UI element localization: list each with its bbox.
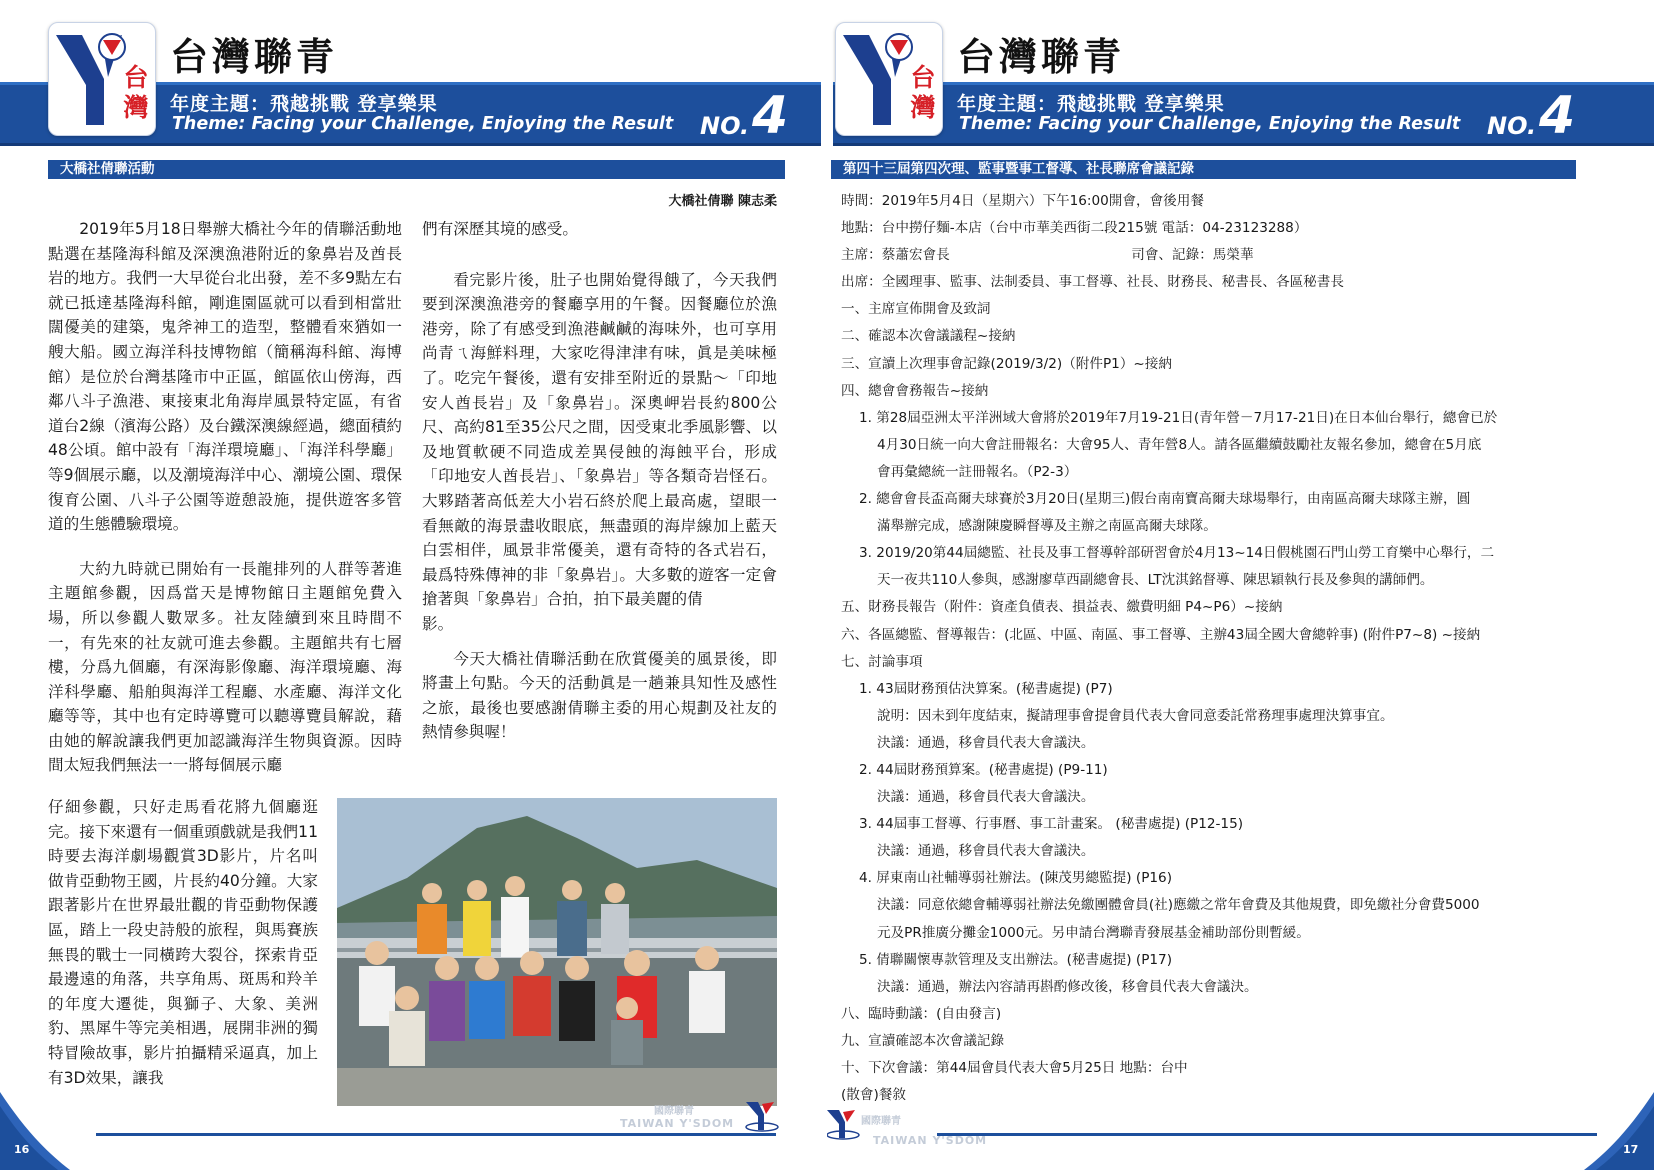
issue-no-label: NO. <box>700 112 750 140</box>
minutes-line: 地點：台中撈仔麵-本店（台中市華美西街二段215號 電話：04-23123288） <box>841 220 1308 237</box>
footer-org-cn: 國際聯青 <box>654 1106 694 1117</box>
theme-english: Theme: Facing your Challenge, Enjoying the Result <box>172 114 674 134</box>
header-top <box>827 0 1654 82</box>
paragraph: 大約九時就已開始有一長龍排列的人群等著進主題館參觀，因爲當天是博物館日主題館免費入場，所以參觀人數眾多。社友陸續到來且時間不一，有先來的社友就可進去參觀。主題館共有七層樓，分爲九個廳，有深海影像廳、海洋環境廳、海洋科學廳、船舶與海洋工程廳、水產廳、海洋文化廳等等，其中也有定時導覽可以聽導覽員解說，藉由她的解說讓我們更加認識海洋生物與資源。因時間太短我們無法一一將每個展示廳 <box>48 559 402 775</box>
group-photo-image <box>337 798 777 1106</box>
logo-mark: 台灣 <box>910 63 936 122</box>
page-curl-icon <box>0 1092 70 1170</box>
issue-no-value: 4 <box>752 86 789 146</box>
minutes-line: 3. 44屆事工督導、行事曆、事工計畫案。 (秘書處提) (P12-15) <box>859 816 1244 833</box>
logo <box>835 22 943 136</box>
byline: 大橋社倩聯 陳志柔 <box>668 194 777 209</box>
theme-chinese: 年度主題：飛越挑戰 登享樂果 <box>170 93 438 115</box>
minutes-line: 時間：2019年5月4日（星期六）下午16:00開會，會後用餐 <box>841 193 1204 209</box>
footer-logo-icon <box>744 1100 780 1132</box>
minutes-line: 出席：全國理事、監事、法制委員、事工督導、社長、財務長、秘書長、各區秘書長 <box>841 274 1344 291</box>
right-page <box>827 0 1654 1170</box>
minutes-line: 1. 第28屆亞洲太平洋洲域大會將於2019年7月19-21日(青年營－7月17-21日)在日本仙台舉行，總會已於 <box>859 409 1498 426</box>
minutes-line: 1. 43屆財務預估決算案。(秘書處提) (P7) <box>859 680 1113 697</box>
minutes-line: 決議：通過，移會員代表大會議決。 <box>877 843 1095 860</box>
minutes-line: 決議：通過，移會員代表大會議決。 <box>877 734 1095 751</box>
minutes-line: 天一夜共110人參與，感謝廖草西副總會長、LT沈淇銘督導、陳思穎執行長及參與的講師們。 <box>877 572 1434 589</box>
minutes-line: 四、總會會務報告~接納 <box>841 382 989 399</box>
meeting-minutes <box>841 188 1581 1109</box>
paragraph: 2019年5月18日舉辦大橋社今年的倩聯活動地點選在基隆海科館及深澳漁港附近的象鼻岩及酋長岩的地方。我們一大早從台北出發，差不多9點左右就已抵達基隆海科館，剛進園區就可以看到相當壯闊優美的建築，鬼斧神工的造型，整體看來猶如一艘大船。國立海洋科技博物館（簡稱海科館、海博館）是位於台灣基隆市中正區，館區依山傍海，西鄰八斗子漁港、東接東北角海岸風景特定區，有省道台2線（濱海公路）及台鐵深澳線經過，總面積約48公頃。館中設有「海洋環境廳」、「海洋科學廳」等9個展示廳，以及潮境海洋中心、潮境公園、環保復育公園、八斗子公園等遊憩設施，提供遊客多管道的生態體驗環境。 <box>48 220 402 534</box>
minutes-line: 五、財務長報告（附件：資產負債表、損益表、繳費明細 P4~P6）~接納 <box>841 599 1283 616</box>
footer-org-en: TAIWAN Y'SDOM <box>873 1134 988 1147</box>
paragraph: 看完影片後，肚子也開始覺得餓了，今天我們要到深澳漁港旁的餐廳享用的午餐。因餐廳位於漁港旁，除了有感受到漁港鹹鹹的海味外，也可享用尚青ㄟ海鮮料理，大家吃得津津有味，眞是美味極了。吃完午餐後，還有安排至附近的景點～「印地安人酋長岩」及「象鼻岩」。深奧岬岩長約800公尺、高約81至35公尺之間，因受東北季風影響、以及地質軟硬不同造成差異侵蝕的海蝕平台，形成「印地安人酋長岩」、「象鼻岩」等各類奇岩怪石。大夥踏著高低差大小岩石終於爬上最高處，望眼一看無敵的海景盡收眼底，無盡頭的海岸線加上藍天白雲相伴，風景非常優美，還有奇特的各式岩石，最爲特殊傳神的非「象鼻岩」。大多數的遊客一定會搶著與「象鼻岩」合拍，拍下最美麗的倩 <box>422 270 777 609</box>
issue-no-label: NO. <box>1487 112 1537 140</box>
minutes-line: 九、宣讀確認本次會議記錄 <box>841 1032 1005 1049</box>
minutes-line: 4. 屏東南山社輔導弱社辦法。(陳茂男總監提) (P16) <box>859 870 1173 887</box>
brand-title: 台灣聯青 <box>170 34 339 79</box>
minutes-line: 說明：因未到年度結束，擬請理事會提會員代表大會同意委託常務理事處理決算事宜。 <box>877 707 1394 724</box>
minutes-line: 2. 總會會長盃高爾夫球賽於3月20日(星期三)假台南南寶高爾夫球場舉行，由南區高爾夫球隊主辦，圓 <box>859 491 1471 508</box>
minutes-line: 會再彙總統一註冊報名。（P2-3） <box>877 463 1078 480</box>
minutes-line: 2. 44屆財務預算案。(秘書處提) (P9-11) <box>859 761 1108 778</box>
page-number: 16 <box>14 1143 30 1156</box>
footer-line <box>937 1133 1597 1136</box>
minutes-line: 八、臨時動議：(自由發言) <box>841 1005 1002 1022</box>
minutes-line: 二、確認本次會議議程~接納 <box>841 328 1016 345</box>
logo-mark: 台灣 <box>123 63 149 122</box>
page-curl-icon <box>1584 1092 1654 1170</box>
footer-org-cn: 國際聯青 <box>861 1116 901 1127</box>
page-number: 17 <box>1623 1143 1639 1156</box>
minutes-line: 4月30日統一向大會註冊報名：大會95人、青年營8人。請各區繼續鼓勵社友報名參加，總會在5月底 <box>877 436 1482 453</box>
group-photo <box>337 798 777 1106</box>
brand-title: 台灣聯青 <box>957 34 1126 79</box>
footer-org-en: TAIWAN Y'SDOM <box>620 1117 735 1130</box>
section-title: 大橋社倩聯活動 <box>48 160 785 179</box>
footer-logo-icon <box>827 1108 861 1140</box>
minutes-line: 十、下次會議：第44屆會員代表大會5月25日 地點：台中 <box>841 1060 1188 1076</box>
theme-chinese: 年度主題：飛越挑戰 登享樂果 <box>957 93 1225 115</box>
paragraph: 影。 <box>422 614 454 633</box>
minutes-line: 六、各區總監、督導報告：(北區、中區、南區、事工督導、主辦43屆全國大會總幹事) (附件P7~8) ~接納 <box>841 626 1481 643</box>
minutes-line: 七、討論事項 <box>841 653 923 670</box>
footer-line <box>96 1133 776 1136</box>
minutes-line: 三、宣讀上次理事會記錄(2019/3/2)（附件P1）~接納 <box>841 355 1172 372</box>
paragraph: 今天大橋社倩聯活動在欣賞優美的風景後，即將畫上句點。今天的活動眞是一趟兼具知性及感性之旅，最後也要感謝倩聯主委的用心規劃及社友的熱情參與喔！ <box>422 649 777 742</box>
minutes-line: (散會)餐敘 <box>841 1087 906 1104</box>
minutes-line: 滿舉辦完成，感謝陳慶瞬督導及主辦之南區高爾夫球隊。 <box>877 518 1217 535</box>
minutes-line: 一、主席宣佈開會及致詞 <box>841 301 991 318</box>
minutes-line: 決議：同意依總會輔導弱社辦法免繳團體會員(社)應繳之常年會費及其他規費，即免繳社分會費5000 <box>877 897 1480 914</box>
article-column-1 <box>48 217 402 778</box>
theme-english: Theme: Facing your Challenge, Enjoying the Result <box>959 114 1461 134</box>
paragraph: 仔細參觀，只好走馬看花將九個廳逛完。接下來還有一個重頭戲就是我們11時要去海洋劇場觀賞3D影片，片名叫做肯亞動物王國，片長約40分鐘。大家跟著影片在世界最壯觀的肯亞動物保護區，踏上一段史詩般的旅程，與馬賽族無畏的戰士一同橫跨大裂谷，探索肯亞最邊遠的角落，共享角馬、斑馬和羚羊的年度大遷徙，與獅子、大象、美洲豹、黑犀牛等完美相遇，展開非洲的獨特冒險故事，影片拍攝精采逼真，加上有3D效果，讓我 <box>48 798 318 1087</box>
article-column-2 <box>422 217 777 745</box>
article-column-1-continued <box>48 795 318 1090</box>
issue-no-value: 4 <box>1539 86 1576 146</box>
minutes-line: 3. 2019/20第44屆總監、社長及事工督導幹部研習會於4月13~14日假桃園石門山勞工育樂中心舉行，二 <box>859 545 1495 562</box>
minutes-line: 元及PR推廣分攤金1000元。另申請台灣聯青發展基金補助部份則暫緩。 <box>877 924 1310 941</box>
minutes-line: 決議：通過，辦法內容請再斟酌修改後，移會員代表大會議決。 <box>877 978 1258 995</box>
logo <box>48 22 156 136</box>
section-title: 第四十三屆第四次理、監事暨事工督導、社長聯席會議記錄 <box>831 160 1576 179</box>
paragraph: 們有深歷其境的感受。 <box>422 220 578 238</box>
minutes-line: 決議：通過，移會員代表大會議決。 <box>877 789 1095 806</box>
minutes-line: 主席：蔡蕭宏會長 司會、記錄：馬榮華 <box>841 247 1254 264</box>
minutes-line: 5. 倩聯關懷專款管理及支出辦法。(秘書處提) (P17) <box>859 951 1173 968</box>
